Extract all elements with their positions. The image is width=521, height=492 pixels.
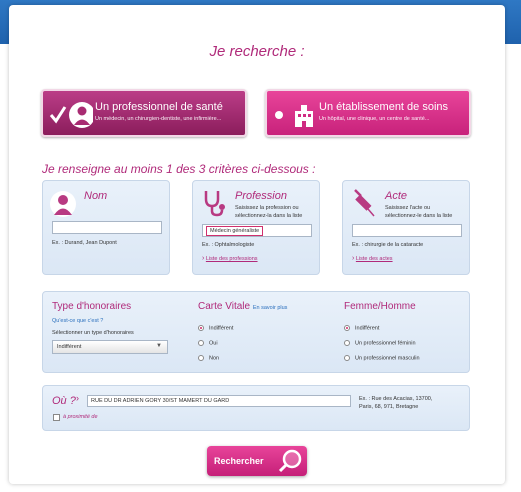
carte-vitale-option-label: Oui [209,340,218,347]
honoraires-help-link[interactable]: Qu'est-ce que c'est ? [52,318,104,324]
profession-tag: Médecin généraliste [206,226,263,236]
page-title: Je recherche : [209,43,305,60]
nom-example: Ex. : Durand, Jean Dupont [52,240,117,246]
acte-list-row [352,255,393,263]
genre-label: Femme/Homme [344,301,416,312]
profession-label: Profession [235,190,287,202]
profession-list-row [202,255,258,263]
radio-icon [198,355,204,361]
acte-panel [342,180,470,275]
genre-option-label: Indifférent [355,325,380,332]
location-example [359,395,432,411]
chevron-down-icon: ▼ [156,343,162,349]
profession-list-link[interactable]: Liste des professions [205,256,258,262]
radio-checked-icon [198,325,204,331]
honoraires-select[interactable] [52,340,168,354]
search-card [9,5,505,484]
person-icon [50,191,76,217]
nom-input[interactable] [52,221,162,234]
proximity-label: à proximité de [63,414,98,420]
choice-professionnel-subtitle: Un médecin, un chirurgien-dentiste, une infirmière... [95,116,222,122]
acte-label: Acte [385,190,408,202]
acte-help-line1: Saisissez l'acte ou [385,205,431,211]
location-panel [42,385,470,431]
search-button-label: Rechercher [214,456,264,466]
radio-checked-icon [344,325,350,331]
proximity-checkbox[interactable] [53,414,60,421]
chevron-right-icon: › [76,393,79,403]
radio-icon [344,355,350,361]
choice-etablissement-button[interactable] [265,89,471,137]
nom-panel [42,180,170,275]
carte-vitale-label: Carte Vitale [198,301,251,312]
radio-icon [344,340,350,346]
carte-vitale-option-indifferent[interactable] [198,325,233,331]
profession-example: Ex. : Ophtalmologiste [202,242,255,248]
genre-option-label: Un professionnel masculin [355,355,420,362]
profession-panel [192,180,320,275]
profession-help [235,204,302,220]
honoraires-label: Type d'honoraires [52,301,132,312]
carte-vitale-heading [198,301,287,312]
genre-option-label: Un professionnel féminin [355,340,416,347]
carte-vitale-option-label: Indifférent [209,325,234,332]
carte-vitale-option-label: Non [209,355,220,362]
choice-professionnel-button[interactable] [41,89,247,137]
professional-person-icon [49,101,93,129]
profession-help-line2: sélectionnez-la dans la liste [235,213,303,219]
acte-input[interactable] [352,224,462,237]
genre-option-masculin[interactable] [344,355,420,361]
honoraires-prompt: Sélectionner un type d'honoraires [52,330,134,336]
magnifier-icon [277,449,303,473]
carte-vitale-more-link[interactable]: En savoir plus [252,305,288,311]
location-input[interactable]: RUE DU DR ADRIEN GORY 30/ST MAMERT DU GARD [87,395,351,407]
filters-panel [42,291,470,373]
stethoscope-icon [202,189,226,217]
choice-etablissement-title: Un établissement de soins [319,101,449,113]
carte-vitale-option-non[interactable] [198,355,219,361]
choice-etablissement-subtitle: Un hôpital, une clinique, un centre de santé... [319,116,430,122]
chevron-right-icon: › [352,255,355,262]
acte-help [385,204,452,220]
genre-option-feminin[interactable] [344,340,416,346]
acte-list-link[interactable]: Liste des actes [355,256,393,262]
location-example-line2: Paris, 68, 971, Bretagne [359,404,419,410]
syringe-icon [352,188,376,218]
location-example-line1: Ex. : Rue des Acacias, 13700, [359,396,433,402]
search-button[interactable] [207,446,307,476]
radio-icon [198,340,204,346]
genre-option-indifferent[interactable] [344,325,379,331]
profession-help-line1: Saisissez la profession ou [235,205,299,211]
hospital-building-icon [273,101,317,129]
acte-help-line2: sélectionnez-le dans la liste [385,213,453,219]
criteria-heading: Je renseigne au moins 1 des 3 critères ci-dessous : [42,162,316,176]
acte-example: Ex. : chirurgie de la cataracte [352,242,424,248]
chevron-right-icon: › [202,255,205,262]
profession-input[interactable] [202,224,312,237]
nom-label: Nom [84,190,108,202]
choice-professionnel-title: Un professionnel de santé [95,101,223,113]
honoraires-selected: Indifférent [57,344,82,350]
carte-vitale-option-oui[interactable] [198,340,218,346]
location-label: Où ? [52,395,76,407]
